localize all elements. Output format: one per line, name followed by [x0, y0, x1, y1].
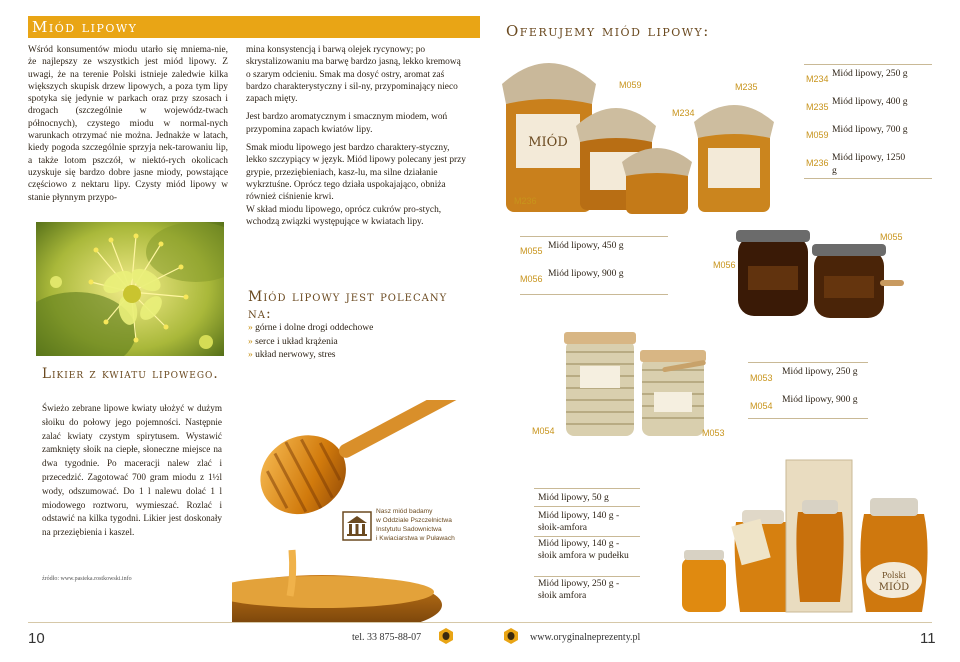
- divider: [520, 294, 668, 295]
- twine-jars-photo: [562, 318, 722, 438]
- text-column-1: [28, 44, 228, 210]
- divider: [748, 362, 868, 363]
- divider: [804, 178, 932, 179]
- product-code: M235: [735, 82, 758, 92]
- bee-logo-icon: [437, 627, 455, 645]
- burlap-jars-photo: [502, 42, 792, 220]
- product-code: M053: [702, 428, 725, 438]
- polecany-list: [248, 322, 373, 363]
- product-name: Miód lipowy, 140 g - słoik amfora w pudełku: [538, 538, 629, 562]
- product-code: M236: [514, 196, 537, 206]
- product-name: Miód lipowy, 700 g: [832, 124, 908, 135]
- paragraph: W skład miodu lipowego, oprócz cukrów pro-stych, wchodzą związki występujące w kwiatach lipy.: [246, 204, 442, 227]
- product-code: M059: [806, 130, 829, 140]
- product-name: Miód lipowy, 900 g: [782, 394, 858, 405]
- product-code: M059: [619, 80, 642, 90]
- jar-label-text: MIÓD: [528, 135, 568, 150]
- paragraph: Jest bardzo aromatycznym i smacznym miodem, woń przypomina zapach kwiatów lipy.: [246, 112, 448, 135]
- footer-rule: [28, 622, 480, 623]
- page-number: 10: [28, 630, 45, 647]
- section-header-bar: [28, 16, 480, 38]
- product-name: Miód lipowy, 250 g - słoik amfora: [538, 578, 620, 602]
- list-item: » serce i układ krążenia: [248, 336, 373, 350]
- product-name: Miód lipowy, 50 g: [538, 492, 609, 503]
- product-code: M234: [672, 108, 695, 118]
- lab-note: [376, 507, 455, 543]
- divider: [804, 64, 932, 65]
- product-name: Miód lipowy, 450 g: [548, 240, 624, 251]
- list-item: » układ nerwowy, stres: [248, 349, 373, 363]
- jar-label-text: MIÓD: [878, 582, 910, 593]
- lab-note-line: Nasz miód badamy: [376, 508, 433, 515]
- product-name: Miód lipowy, 250 g: [832, 68, 908, 79]
- source-note: źródło: www.pasieka.rostkowski.info: [42, 576, 132, 582]
- jar-label-text: Polski: [882, 571, 906, 580]
- product-code: M235: [806, 102, 829, 112]
- divider: [534, 506, 640, 507]
- product-code: M056: [520, 274, 543, 284]
- lab-note-line: Instytutu Sadownictwa: [376, 526, 442, 533]
- right-page: [480, 0, 960, 662]
- product-name: Miód lipowy, 900 g: [548, 268, 624, 279]
- product-code: M053: [750, 373, 773, 383]
- bee-logo-icon: [502, 627, 520, 645]
- product-code: M055: [880, 232, 903, 242]
- linden-flower-photo: [36, 222, 224, 368]
- likier-title: Likier z kwiatu lipowego.: [42, 366, 219, 382]
- institute-logo-icon: [342, 511, 372, 541]
- product-code: M054: [750, 401, 773, 411]
- lab-note-line: i Kwiaciarstwa w Puławach: [376, 535, 455, 542]
- amphora-jars-photo: [676, 452, 946, 618]
- page-number: 11: [920, 630, 936, 647]
- divider: [748, 418, 868, 419]
- product-name: Miód lipowy, 1250 g: [832, 152, 906, 176]
- product-name: Miód lipowy, 250 g: [782, 366, 858, 377]
- footer-rule: [480, 622, 932, 623]
- divider: [534, 488, 640, 489]
- product-name: Miód lipowy, 400 g: [832, 96, 908, 107]
- text-column-2: [246, 44, 466, 234]
- divider: [534, 576, 640, 577]
- product-code: M236: [806, 158, 829, 168]
- paragraph: Smak miodu lipowego jest bardzo charaktery-styczny, lekko szczypiący w język. Miód lipowy polecany jest przy grypie, przeziębieniach, kasz-lu, ma silne działanie wykrztuśne. Oprócz tego działa uspokajająco, obniża również ciśnienie krwi.: [246, 143, 466, 203]
- paragraph: mina konsystencją i barwą olejek rycynowy; po skrystalizowaniu ma barwę bardzo jasną, lekko kremową o szarym odcieniu. Smak ma dosyć ostry, aromat zaś bardzo charakterystyczny i sil-ny, przypominający nieco zapach mięty.: [246, 45, 461, 105]
- product-name: Miód lipowy, 140 g - słoik-amfora: [538, 510, 620, 534]
- product-code: M056: [713, 260, 736, 270]
- likier-recipe: Świeżo zebrane lipowe kwiaty ułożyć w dużym słoiku do połowy jego pojemności. Następnie zalać kwiaty czystym spirytusem. Wystawić zamknięty słoik na ciepłe, słoneczne miejsce na dwa tygodnie. Po maceracji nalew zlać i przecedzić. Zagotować 700 gram miodu z 1½l wody, odszumować. Do 1 l nalewu dolać 1 l miodowego roztworu, wymieszać. Rozlać i odstawić na kilka tygodni. Likier jest doskonały na przeziębienia i kaszel.: [42, 403, 222, 538]
- product-code: M055: [520, 246, 543, 256]
- divider: [520, 236, 668, 237]
- lab-note-line: w Oddziale Pszczelnictwa: [376, 517, 452, 524]
- divider: [534, 536, 640, 537]
- phone-number: tel. 33 875-88-07: [352, 632, 422, 643]
- offer-title: Oferujemy miód lipowy:: [506, 22, 710, 40]
- section-header: Miód lipowy: [32, 18, 138, 36]
- likier-box: [32, 356, 228, 606]
- polecany-title: Miód lipowy jest polecany na:: [248, 289, 448, 322]
- paragraph: Wśród konsumentów miodu utarło się mniema-nie, że najlepszy ze wszystkich jest miód lipowy. Z uwagi, że na terenie Polski istnieje zaledwie kilka większych skupisk drzew lipowych, a poza tym lipy spotyka się jedynie w parkach oraz przy szosach i drogach (szczególnie w wojewódz-twach północnych), czystego miodu w normal-nych warunkach otrzymać nie można. Jednakże w latach, kiedy pogoda szczególnie sprzyja nek-tarowaniu lip, a także lotom pszczół, w niektó-rych okolicach uzyskuje się bardzo dobre jasne miody, powstające częściowo z nektaru lipy. Czysty miód lipowy w stanie płynnym przypo-: [28, 45, 228, 203]
- product-code: M054: [532, 426, 555, 436]
- website-link[interactable]: www.oryginalneprezenty.pl: [530, 632, 641, 643]
- product-code: M234: [806, 74, 829, 84]
- list-item: » górne i dolne drogi oddechowe: [248, 322, 373, 336]
